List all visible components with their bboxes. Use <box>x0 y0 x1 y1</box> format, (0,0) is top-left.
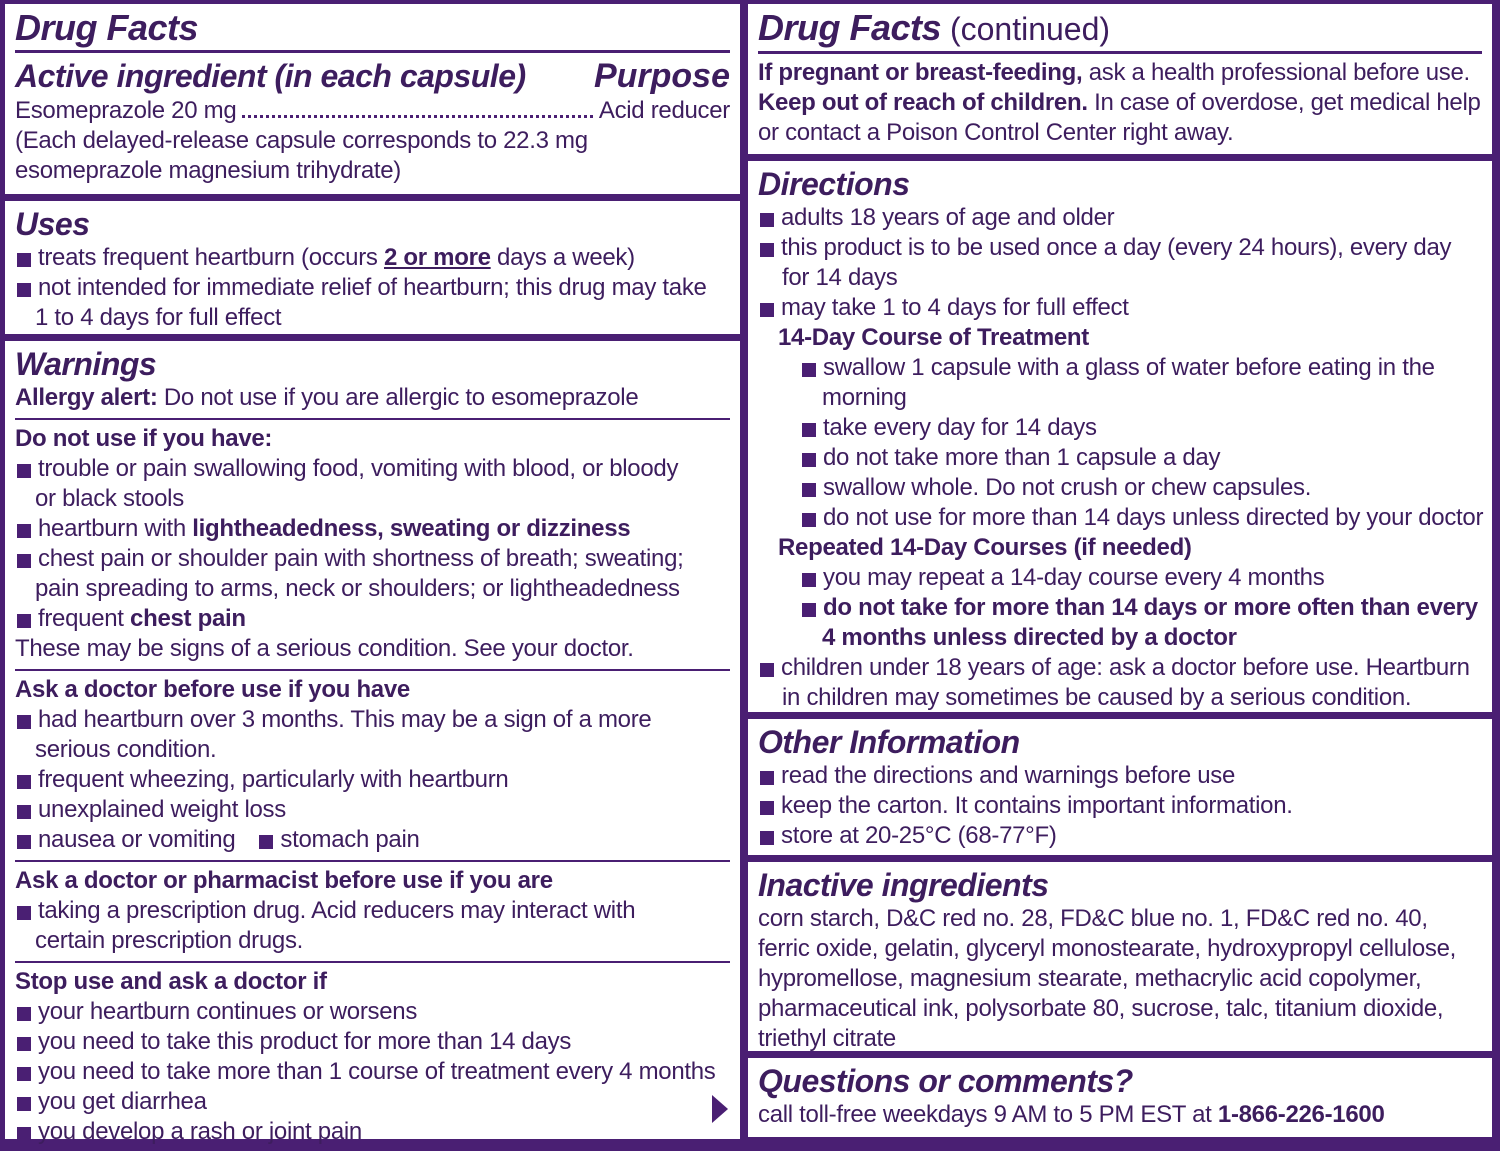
allergy-label: Allergy alert: <box>15 384 158 411</box>
inactive-line: hypromellose, magnesium stearate, methacrylic acid copolymer, <box>758 965 1422 992</box>
list-item: may take 1 to 4 days for full effect <box>758 293 1482 323</box>
continue-arrow-icon <box>712 1095 728 1123</box>
questions-section <box>748 1058 1492 1137</box>
divider <box>15 961 730 963</box>
list-item: do not use for more than 14 days unless directed by your doctor <box>800 503 1482 533</box>
list-item-cont: in children may sometimes be caused by a serious condition. <box>782 684 1412 711</box>
uses-section <box>5 201 740 334</box>
list-item: taking a prescription drug. Acid reducers may interact with <box>15 896 730 926</box>
text: call toll-free weekdays 9 AM to 5 PM EST at <box>758 1101 1218 1128</box>
directions-section <box>748 161 1492 712</box>
text: Do not use if you are allergic to esomeprazole <box>157 384 639 411</box>
list-item: you need to take more than 1 course of treatment every 4 months <box>15 1057 730 1087</box>
list-item: keep the carton. It contains important information. <box>758 791 1482 821</box>
other-information-heading: Other Information <box>758 724 1020 760</box>
right-column <box>748 4 1492 1137</box>
ingredient-row <box>15 96 730 126</box>
ingredient-note: esomeprazole magnesium trihydrate) <box>15 157 401 184</box>
ingredient-name: Esomeprazole 20 mg <box>15 97 237 124</box>
ingredient-purpose: Acid reducer <box>598 97 730 124</box>
do-not-use-heading: Do not use if you have: <box>15 425 273 452</box>
list-item: not intended for immediate relief of heartburn; this drug may take <box>15 273 730 303</box>
list-item-cont: morning <box>822 384 907 411</box>
stop-use-heading: Stop use and ask a doctor if <box>15 968 327 995</box>
text: ask a health professional before use. <box>1082 59 1470 86</box>
divider <box>15 50 730 53</box>
inactive-line: triethyl citrate <box>758 1025 896 1052</box>
inactive-line: pharmaceutical ink, polysorbate 80, sucrose, talc, titanium dioxide, <box>758 995 1444 1022</box>
active-ingredient-section <box>5 4 740 194</box>
pharmacist-heading: Ask a doctor or pharmacist before use if you are <box>15 867 553 894</box>
inactive-ingredients-section <box>748 862 1492 1051</box>
list-item <box>15 243 730 273</box>
list-item-cont: 1 to 4 days for full effect <box>35 304 282 331</box>
list-item: frequent wheezing, particularly with heartburn <box>15 765 730 795</box>
emphasis: lightheadedness, sweating or dizziness <box>192 515 631 542</box>
list-item: this product is to be used once a day (every 24 hours), every day <box>758 233 1482 263</box>
uses-heading: Uses <box>15 206 90 242</box>
ask-doctor-heading: Ask a doctor before use if you have <box>15 676 410 703</box>
list-item: you need to take this product for more than 14 days <box>15 1027 730 1057</box>
inactive-line: corn starch, D&C red no. 28, FD&C blue no. 1, FD&C red no. 40, <box>758 905 1428 932</box>
list-item: read the directions and warnings before use <box>758 761 1482 791</box>
ingredient-note: (Each delayed-release capsule corresponds to 22.3 mg <box>15 127 588 154</box>
list-item: had heartburn over 3 months. This may be a sign of a more <box>15 705 730 735</box>
list-item <box>15 604 730 634</box>
list-item: unexplained weight loss <box>15 795 730 825</box>
list-item-cont: or black stools <box>35 485 184 512</box>
text: frequent <box>38 605 131 632</box>
allergy-alert <box>15 383 730 413</box>
directions-heading: Directions <box>758 166 910 202</box>
left-column <box>5 4 740 1145</box>
inactive-line: ferric oxide, gelatin, glyceryl monostearate, hydroxypropyl cellulose, <box>758 935 1457 962</box>
text: heartburn with <box>38 515 193 542</box>
list-item-cont: serious condition. <box>35 736 217 763</box>
list-item-cont: 4 months unless directed by a doctor <box>822 624 1237 651</box>
list-item-cont: for 14 days <box>782 264 898 291</box>
list-item: you may repeat a 14-day course every 4 months <box>800 563 1482 593</box>
list-item: your heartburn continues or worsens <box>15 997 730 1027</box>
text: treats frequent heartburn (occurs <box>38 244 384 271</box>
divider <box>15 860 730 862</box>
divider <box>15 418 730 420</box>
children-warning-cont: or contact a Poison Control Center right away. <box>758 119 1234 146</box>
list-item: trouble or pain swallowing food, vomiting with blood, or bloody <box>15 454 730 484</box>
list-item: children under 18 years of age: ask a doctor before use. Heartburn <box>758 653 1482 683</box>
list-row <box>15 825 730 855</box>
course-heading: 14-Day Course of Treatment <box>778 324 1089 351</box>
list-item: swallow whole. Do not crush or chew capsules. <box>800 473 1482 503</box>
list-item: store at 20-25°C (68-77°F) <box>758 821 1482 851</box>
list-item: chest pain or shoulder pain with shortness of breath; sweating; <box>15 544 730 574</box>
emphasis: Keep out of reach of children. <box>758 89 1088 116</box>
list-item-cont: certain prescription drugs. <box>35 927 304 954</box>
purpose-heading: Purpose <box>593 57 730 95</box>
text: days a week) <box>490 244 635 271</box>
text: In case of overdose, get medical help <box>1087 89 1481 116</box>
drug-facts-title: Drug Facts <box>15 7 199 48</box>
continued-label: (continued) <box>941 11 1111 47</box>
list-item: adults 18 years of age and older <box>758 203 1482 233</box>
active-heading-row <box>15 57 730 96</box>
list-item: do not take for more than 14 days or more often than every <box>800 593 1482 623</box>
list-item: you get diarrhea <box>15 1087 730 1117</box>
questions-heading: Questions or comments? <box>758 1063 1133 1099</box>
list-item: do not take more than 1 capsule a day <box>800 443 1482 473</box>
list-item <box>15 514 730 544</box>
list-item: you develop a rash or joint pain <box>15 1117 730 1147</box>
warnings-heading: Warnings <box>15 346 157 382</box>
list-item: stomach pain <box>257 825 419 855</box>
list-item: take every day for 14 days <box>800 413 1482 443</box>
children-warning <box>758 88 1482 118</box>
repeat-heading: Repeated 14-Day Courses (if needed) <box>778 534 1192 561</box>
do-not-use-note: These may be signs of a serious condition. See your doctor. <box>15 635 634 662</box>
active-ingredient-heading: Active ingredient (in each capsule) <box>15 58 526 94</box>
drug-facts-continued-title <box>758 8 1482 49</box>
dot-leader <box>242 115 592 118</box>
other-information-section <box>748 719 1492 855</box>
emphasis: If pregnant or breast-feeding, <box>758 59 1083 86</box>
list-item: swallow 1 capsule with a glass of water before eating in the <box>800 353 1482 383</box>
list-item: nausea or vomiting <box>15 825 235 855</box>
inactive-ingredients-heading: Inactive ingredients <box>758 867 1049 903</box>
emphasis: chest pain <box>130 605 246 632</box>
warnings-section <box>5 341 740 1145</box>
divider <box>758 51 1482 54</box>
emphasis: 2 or more <box>383 244 491 271</box>
list-item-cont: pain spreading to arms, neck or shoulders; or lightheadedness <box>35 575 680 602</box>
pregnancy-warning <box>758 58 1482 88</box>
title-text: Drug Facts <box>758 7 942 48</box>
phone-number: 1-866-226-1600 <box>1217 1101 1385 1128</box>
questions-text <box>758 1100 1482 1130</box>
continued-section <box>748 4 1492 154</box>
divider <box>15 669 730 671</box>
